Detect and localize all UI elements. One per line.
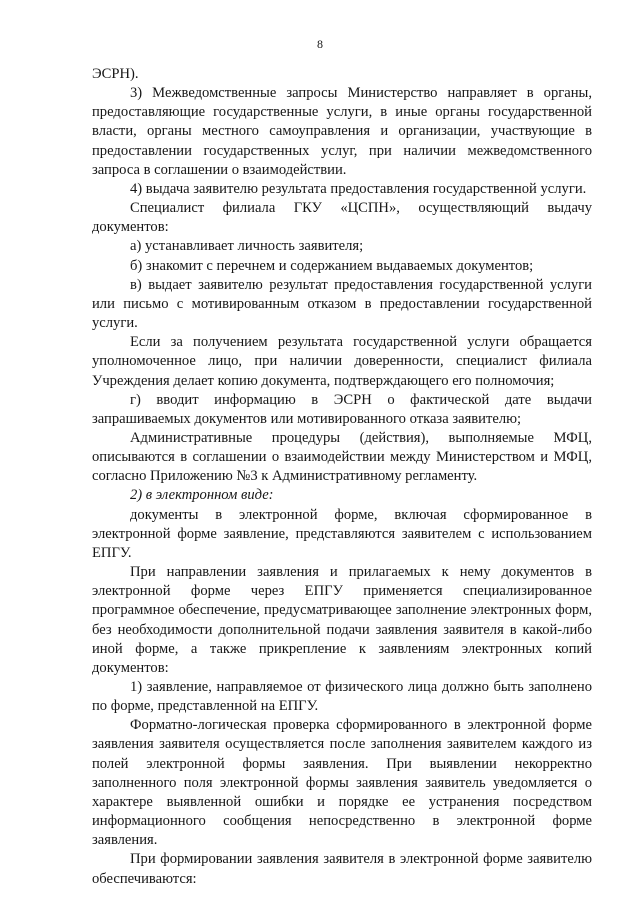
paragraph: Форматно-логическая проверка сформированного в электронной форме заявления заявителя осуществляется после заполнения заявителем каждого из полей электронной формы заявления. При выявлении некорректно заполненного поля электронной формы заявления заявитель уведомляется о характере выявленной ошибки и порядке ее устранения посредством информационного сообщения непосредственно в электронной форме заявления. <box>92 717 592 849</box>
list-item: 1) заявление, направляемое от физического лица должно быть заполнено по форме, представленной на ЕПГУ. <box>92 679 592 715</box>
list-item: а) устанавливает личность заявителя; <box>130 238 364 255</box>
section-heading: 2) в электронном виде: <box>130 487 274 504</box>
paragraph: При формировании заявления заявителя в электронной форме заявителю обеспечиваются: <box>92 851 592 887</box>
paragraph: ЭСРН). <box>92 66 139 82</box>
paragraph: документы в электронной форме, включая сформированное в электронной форме заявление, представляются заявителем с использованием ЕПГУ. <box>92 506 592 561</box>
list-item: г) вводит информацию в ЭСРН о фактической дате выдачи запрашиваемых документов или мотивированного отказа заявителю; <box>92 391 592 427</box>
paragraph: Административные процедуры (действия), выполняемые МФЦ, описываются в соглашении о взаимодействии между Министерством и МФЦ, согласно Приложению №3 к Административному регламенту. <box>92 429 592 485</box>
list-item: б) знакомит с перечнем и содержанием выдаваемых документов; <box>130 257 534 274</box>
list-item: в) выдает заявителю результат предоставления государственной услуги или письмо с мотивированным отказом в предоставлении государственной услуги. <box>92 276 592 332</box>
paragraph: 4) выдача заявителю результата предоставления государственной услуги. <box>130 180 587 197</box>
paragraph: 3) Межведомственные запросы Министерство направляет в органы, предоставляющие государственные услуги, в иные органы государственной власти, органы местного самоуправления и организации, участвующие в предоставлении государственных услуг, при наличии межведомственного запроса в соглашении о взаимодействии. <box>92 85 592 178</box>
page-number: 8 <box>317 37 323 51</box>
paragraph: Если за получением результата государственной услуги обращается уполномоченное лицо, при наличии доверенности, специалист филиала Учреждения делает копию документа, подтверждающего его полномочия; <box>92 334 592 389</box>
paragraph: Специалист филиала ГКУ «ЦСПН», осуществляющий выдачу документов: <box>92 200 592 236</box>
paragraph: При направлении заявления и прилагаемых к нему документов в электронной форме через ЕПГУ применяется специализированное программное обеспечение, предусматривающее заполнение электронных форм, без необходимости дополнительной подачи заявления заявителя в какой-либо иной форме, а также прикрепление к заявлениям электронных копий документов: <box>92 564 592 676</box>
document-body <box>92 65 592 889</box>
